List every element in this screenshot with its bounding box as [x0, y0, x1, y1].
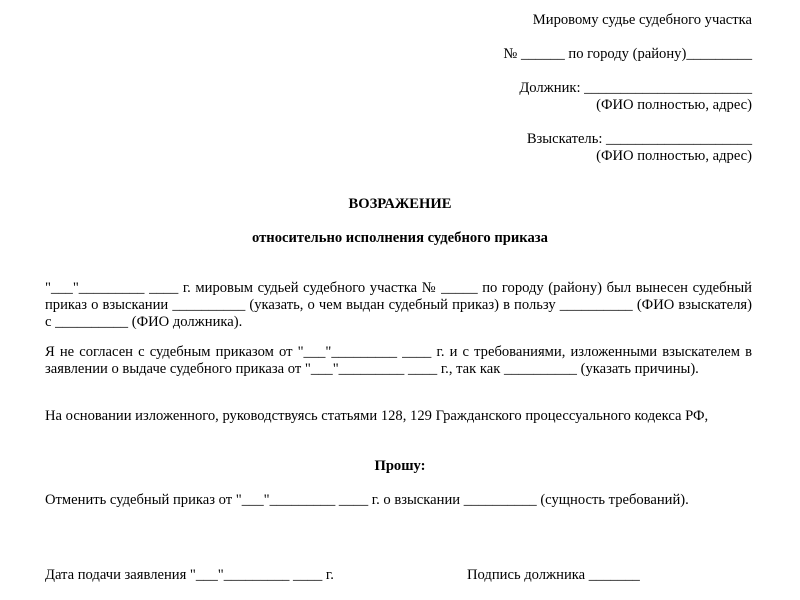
court-number-line: № ______ по городу (району)_________ — [503, 46, 752, 62]
debtor-hint: (ФИО полностью, адрес) — [596, 97, 752, 113]
addressee-line: Мировому судье судебного участка — [532, 12, 752, 28]
document-subtitle: относительно исполнения судебного приказа — [252, 230, 548, 246]
request-heading: Прошу: — [374, 458, 426, 474]
claimant-line: Взыскатель: ____________________ — [526, 131, 752, 147]
debtor-signature-line: Подпись должника _______ — [467, 567, 640, 583]
paragraph-order-info: "___"_________ ____ г. мировым судьей судебного участка № _____ по городу (району) был вынесен судебный приказ о взыскании __________ (указать, о чем выдан судебный приказ) в пользу __________ (ФИО взыскателя) с __________ (ФИО должника). — [45, 280, 752, 330]
paragraph-disagreement: Я не согласен с судебным приказом от "___"_________ ____ г. и с требованиями, изложенными взыскателем в заявлении о выдаче судебного приказа от "___"_________ ____ г., так как __________ (указать причины). — [45, 344, 752, 377]
claimant-hint: (ФИО полностью, адрес) — [596, 148, 752, 164]
debtor-line: Должник: _______________________ — [519, 80, 752, 96]
submission-date-line: Дата подачи заявления "___"_________ ____ г. — [45, 567, 334, 583]
paragraph-legal-basis: На основании изложенного, руководствуясь статьями 128, 129 Гражданского процессуального кодекса РФ, — [45, 408, 709, 424]
document-title: ВОЗРАЖЕНИЕ — [348, 196, 452, 212]
request-text: Отменить судебный приказ от "___"_________ ____ г. о взыскании __________ (сущность требований). — [45, 492, 689, 508]
